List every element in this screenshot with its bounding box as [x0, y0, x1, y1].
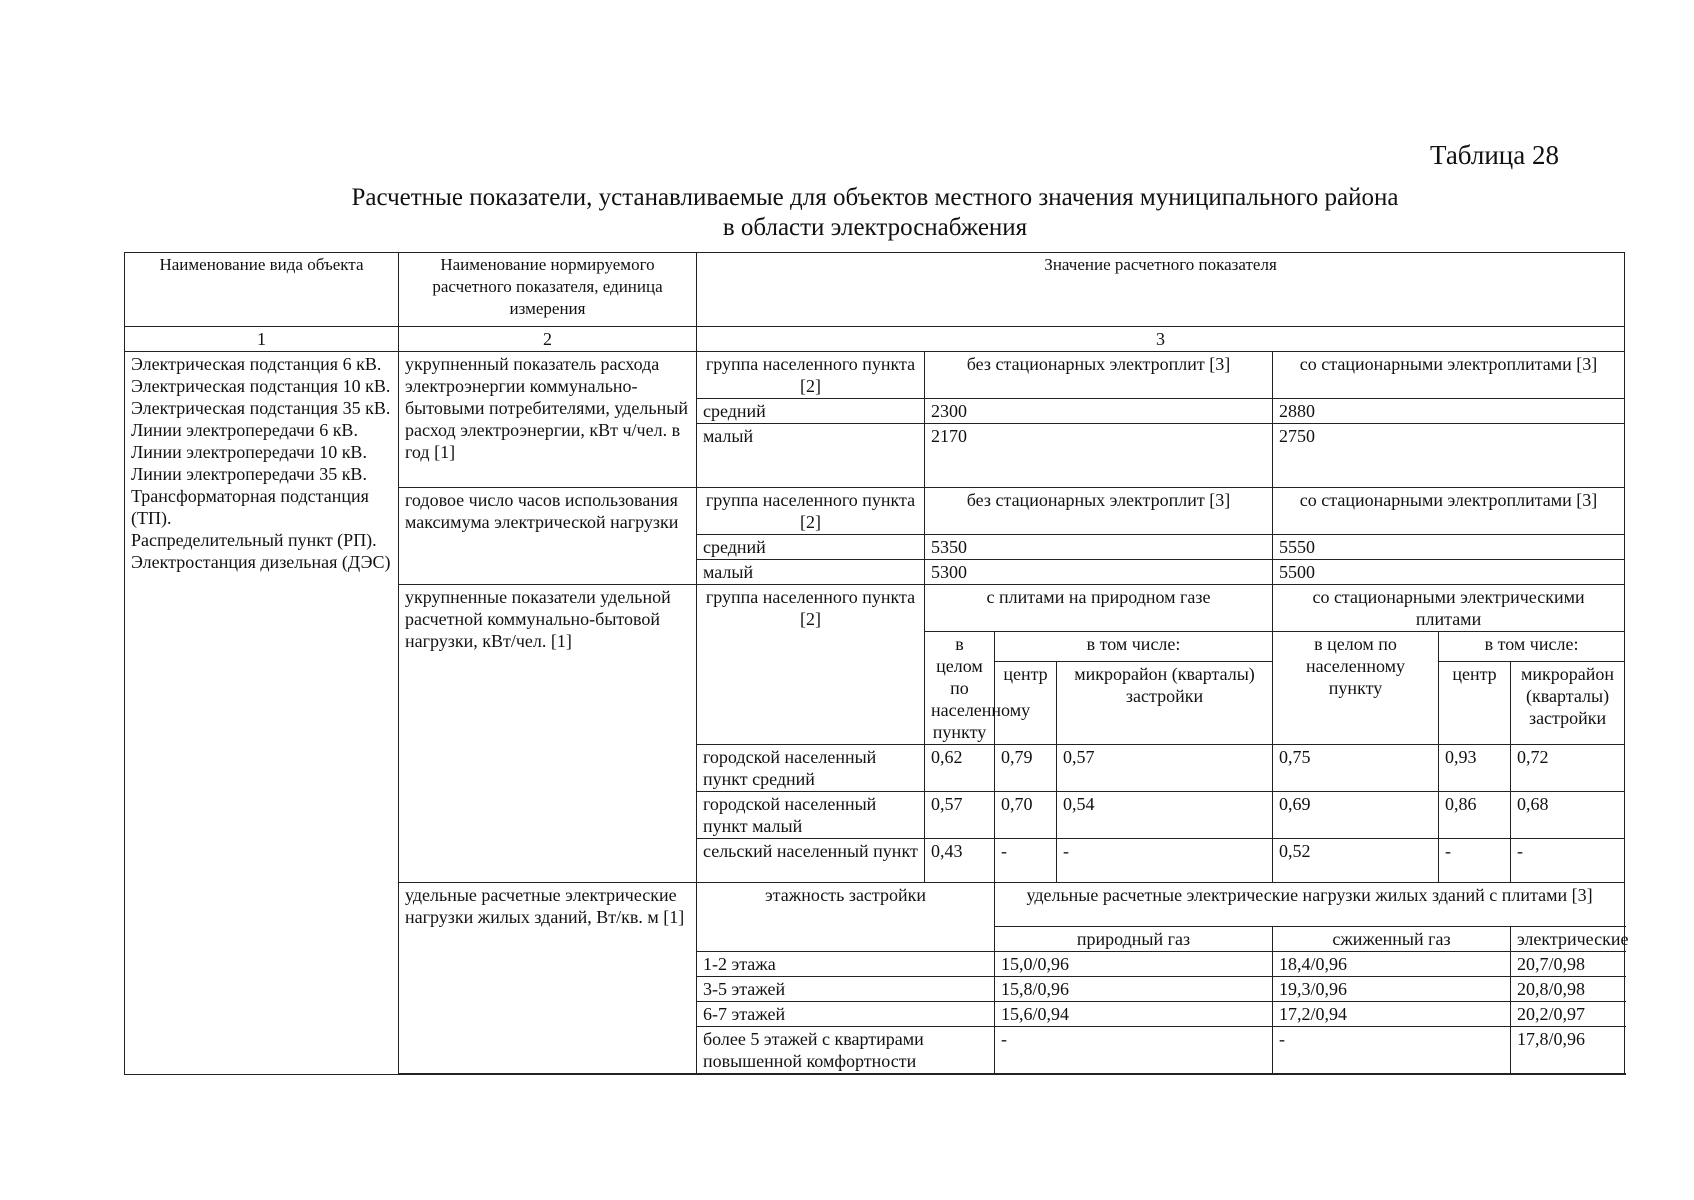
s4-natural-gas-header: природный газ [995, 927, 1273, 952]
s3-value: 0,68 [1511, 792, 1625, 839]
s2-value: 5500 [1273, 560, 1625, 585]
s2-group-header: группа населенного пункта [2] [697, 488, 925, 535]
s3-row-label: городской населенный пункт малый [697, 792, 925, 839]
s4-value: 19,3/0,96 [1273, 977, 1511, 1002]
s1-value: 2750 [1273, 424, 1625, 488]
s1-value: 2880 [1273, 399, 1625, 424]
s3-value: 0,75 [1273, 745, 1439, 792]
s3-value: 0,43 [925, 839, 995, 883]
s3-value: 0,69 [1273, 792, 1439, 839]
s1-group-header: группа населенного пункта [2] [697, 352, 925, 399]
s3-value: 0,57 [925, 792, 995, 839]
s4-row-label: 1-2 этажа [697, 952, 995, 977]
header-num-1: 1 [125, 327, 399, 352]
table-title [120, 183, 1630, 243]
s4-value: - [1273, 1027, 1511, 1075]
s4-value: 15,6/0,94 [995, 1002, 1273, 1027]
table-label: Таблица 28 [1430, 140, 1559, 170]
s4-value: - [995, 1027, 1273, 1075]
s3-value: 0,52 [1273, 839, 1439, 883]
s2-row-label: средний [697, 535, 925, 560]
s4-value: 17,2/0,94 [1273, 1002, 1511, 1027]
s3-group-header: группа населенного пункта [2] [697, 585, 925, 745]
s3-value: 0,62 [925, 745, 995, 792]
header-num-2: 2 [399, 327, 697, 352]
s4-row-label: 3-5 этажей [697, 977, 995, 1002]
s3-row-label: городской населенный пункт средний [697, 745, 925, 792]
s2-with-header: со стационарными электроплитами [3] [1273, 488, 1625, 535]
s3-elec-header: со стационарными электрическими плитами [1273, 585, 1625, 632]
header-col-1: Наименование вида объекта [125, 253, 399, 327]
s2-value: 5350 [925, 535, 1273, 560]
indicators-table [124, 252, 1629, 1075]
s3-value: 0,54 [1057, 792, 1273, 839]
s3-gas-center-header: центр [995, 662, 1057, 745]
s3-value: - [995, 839, 1057, 883]
s3-value: - [1511, 839, 1625, 883]
s3-gas-micro-header: микрорайон (кварталы) застройки [1057, 662, 1273, 745]
s4-row-label: более 5 этажей с квартирами повышенной комфортности [697, 1027, 995, 1075]
header-col-3: Значение расчетного показателя [697, 253, 1625, 327]
s1-value: 2300 [925, 399, 1273, 424]
s3-elec-micro-header: микрорайон (кварталы) застройки [1511, 662, 1625, 745]
s3-gas-incl-header: в том числе: [995, 632, 1273, 662]
s4-value: 17,8/0,96 [1511, 1027, 1625, 1075]
s4-value: 15,8/0,96 [995, 977, 1273, 1002]
s3-elec-center-header: центр [1439, 662, 1511, 745]
s3-value: 0,70 [995, 792, 1057, 839]
s4-value: 20,7/0,98 [1511, 952, 1625, 977]
s1-value: 2170 [925, 424, 1273, 488]
s4-value: 20,8/0,98 [1511, 977, 1625, 1002]
s4-indicator: удельные расчетные электрические нагрузки жилых зданий, Вт/кв. м [1] [399, 883, 697, 1075]
s3-elec-incl-header: в том числе: [1439, 632, 1625, 662]
s4-value: 18,4/0,96 [1273, 952, 1511, 977]
s3-elec-total-header: в целом по населенному пункту [1273, 632, 1439, 745]
s1-row-label: средний [697, 399, 925, 424]
s4-value: 20,2/0,97 [1511, 1002, 1625, 1027]
s4-electric-header: электрические [1511, 927, 1625, 952]
header-num-3: 3 [697, 327, 1625, 352]
s3-row-label: сельский населенный пункт [697, 839, 925, 883]
s2-without-header: без стационарных электроплит [3] [925, 488, 1273, 535]
s2-indicator: годовое число часов использования максимума электрической нагрузки [399, 488, 697, 585]
s4-value: 15,0/0,96 [995, 952, 1273, 977]
title-line-2: в области электроснабжения [722, 214, 1028, 241]
s3-value: - [1439, 839, 1511, 883]
s3-value: 0,72 [1511, 745, 1625, 792]
s3-gas-total-header: в целом по населенному пункту [925, 632, 995, 745]
s3-value: 0,93 [1439, 745, 1511, 792]
s3-indicator: укрупненные показатели удельной расчетной коммунально-бытовой нагрузки, кВт/чел. [1] [399, 585, 697, 883]
s3-value: 0,86 [1439, 792, 1511, 839]
s1-with-header: со стационарными электроплитами [3] [1273, 352, 1625, 399]
s1-indicator: укрупненный показатель расхода электроэнергии коммунально-бытовыми потребителями, удельный расход электроэнергии, кВт ч/чел. в год [1] [399, 352, 697, 488]
s4-liquefied-gas-header: сжиженный газ [1273, 927, 1511, 952]
s2-value: 5550 [1273, 535, 1625, 560]
s1-row-label: малый [697, 424, 925, 488]
s4-floors-header: этажность застройки [697, 883, 995, 952]
object-types: Электрическая подстанция 6 кВ. Электрическая подстанция 10 кВ. Электрическая подстанция 35 кВ. Линии электропередачи 6 кВ. Линии электропередачи 10 кВ. Линии электропередачи 35 кВ. Трансформаторная подстанция (ТП). Распределительный пункт (РП). Электростанция дизельная (ДЭС) [125, 352, 399, 1075]
header-col-2: Наименование нормируемого расчетного показателя, единица измерения [399, 253, 697, 327]
s3-value: 0,79 [995, 745, 1057, 792]
s2-row-label: малый [697, 560, 925, 585]
s4-loads-header: удельные расчетные электрические нагрузки жилых зданий с плитами [3] [995, 883, 1625, 927]
title-line-1: Расчетные показатели, устанавливаемые для объектов местного значения муниципального района [351, 184, 1399, 211]
s2-value: 5300 [925, 560, 1273, 585]
s3-value: 0,57 [1057, 745, 1273, 792]
s3-gas-header: с плитами на природном газе [925, 585, 1273, 632]
s3-value: - [1057, 839, 1273, 883]
s1-without-header: без стационарных электроплит [3] [925, 352, 1273, 399]
s4-row-label: 6-7 этажей [697, 1002, 995, 1027]
